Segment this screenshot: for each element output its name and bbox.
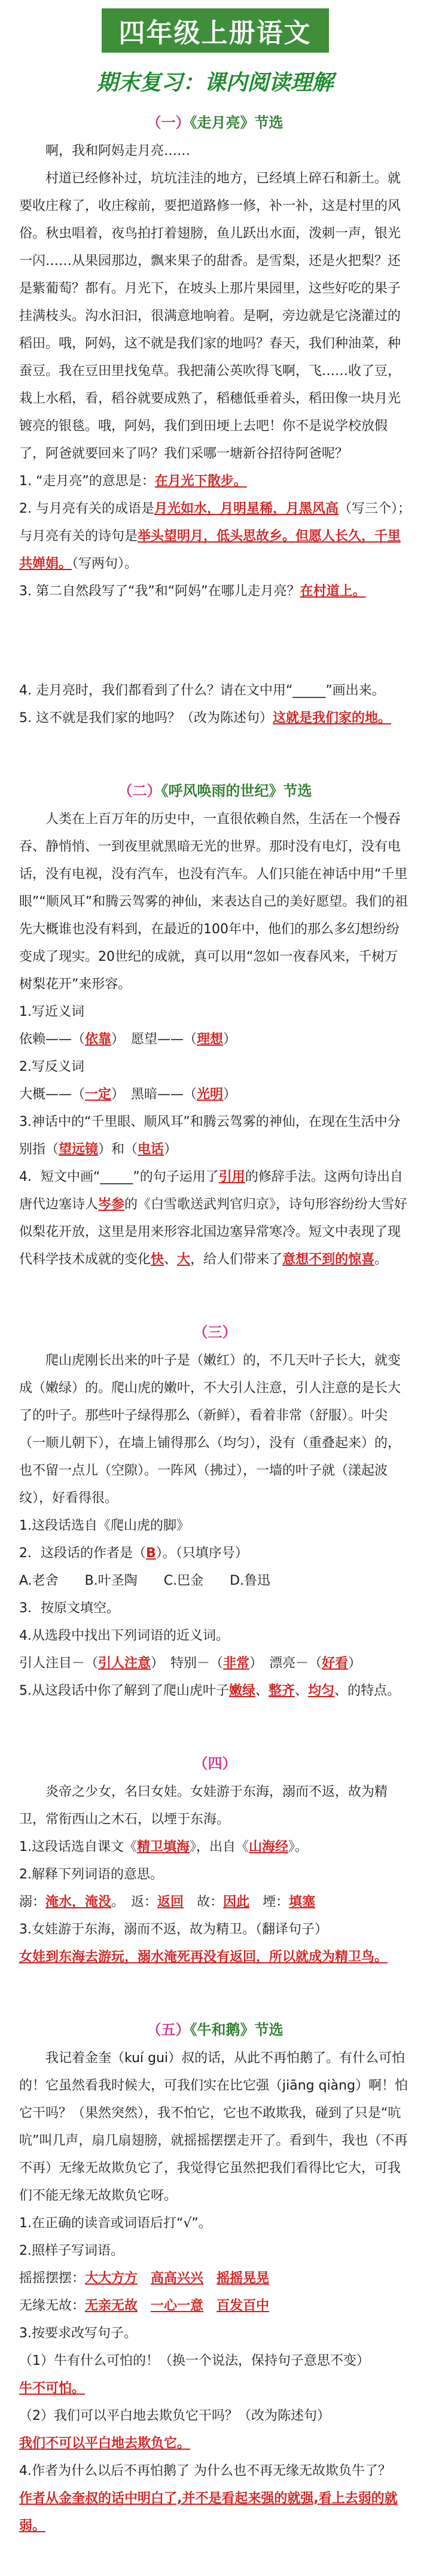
question-text: 2. 与月亮有关的成语是 <box>19 501 154 516</box>
question-text: 3.按要求改写句子。 <box>19 2326 137 2341</box>
question-line <box>19 2292 411 2320</box>
page <box>0 8 430 2534</box>
question-line <box>19 1164 411 1274</box>
question-line <box>19 1650 411 1677</box>
answer-space <box>19 605 411 677</box>
question-line <box>19 1109 411 1164</box>
question-line <box>19 1026 411 1053</box>
section-gap <box>0 2540 430 2576</box>
question-text: ） 愿望——（ <box>111 1032 197 1047</box>
answer-text: 举头望明月，低头思故乡。但愿人长久，千里共婵娟。 <box>19 529 401 571</box>
answer-text: 返回 <box>157 1895 184 1910</box>
question-line <box>19 495 411 578</box>
question-text: A.老舍 B.叶圣陶 C.巴金 D.鲁迅 <box>19 1573 271 1588</box>
question-text: （2）我们可以平白地去欺负它干吗？（改为陈述句） <box>19 2408 330 2423</box>
question-text: 2.照样子写词语。 <box>19 2243 124 2258</box>
question-text: 无缘无故： <box>19 2298 86 2313</box>
question-text <box>138 2298 151 2313</box>
question-line <box>19 1595 411 1622</box>
question-line <box>19 998 411 1026</box>
answer-text: 好看 <box>322 1656 349 1671</box>
question-line <box>19 1512 411 1540</box>
answer-text: 无亲无故 <box>85 2298 138 2313</box>
question-text: 》，出自《 <box>190 1840 249 1855</box>
question-text: 、 <box>255 1683 269 1698</box>
page-subtitle: 期末复习：课内阅读理解 <box>96 71 334 95</box>
question-line <box>19 2237 411 2265</box>
question-text: 5.从这段话中你了解到了爬山虎叶子 <box>19 1683 229 1698</box>
answer-text: 引人注意 <box>98 1656 151 1671</box>
answer-text: 高高兴兴 <box>151 2271 204 2286</box>
question-text: ） <box>164 1142 178 1157</box>
question-line <box>19 677 411 705</box>
question-line <box>19 1861 411 1889</box>
answer-text: 非常 <box>223 1656 250 1671</box>
question-text: （写两句）。 <box>72 556 138 571</box>
question-text: 。 <box>374 1252 388 1267</box>
sections-container <box>0 111 430 2576</box>
passage-paragraph: 爬山虎刚长出来的叶子是（嫩红）的，不几天叶子长大，就变成（嫩绿）的。爬山虎的嫩叶，不大引人注意，引人注意的是长大了的叶子。那些叶子绿得那么（新鲜），看着非常（舒服）。叶尖（一顺儿朝下），在墙上铺得那么（均匀），没有（重叠起来）的，也不留一点儿（空隙）。一阵风（拂过），一墙的叶子就（漾起波纹），好看得很。 <box>19 1353 401 1506</box>
answer-text: 淹水，淹没 <box>45 1895 112 1910</box>
answer-text: 月光如水，月明星稀，月黑风高 <box>154 501 338 516</box>
answer-text: B <box>146 1546 156 1561</box>
passage-paragraph: 炎帝之少女，名曰女娃。女娃游于东海，溺而不返，故为精卫，常衔西山之木石，以堙于东海。 <box>19 1785 388 1827</box>
answer-text: 女娃到东海去游玩，溺水淹死再没有返回，所以就成为精卫鸟。 <box>19 1950 388 1965</box>
question-line <box>19 1053 411 1081</box>
question-text: 4.作者为什么以后不再怕鹅了 为什么也不再无缘无故欺负牛了？ <box>19 2464 391 2478</box>
question-text: 。 返： <box>111 1895 158 1910</box>
question-text: ） 漂亮－（ <box>249 1656 322 1671</box>
answer-text: 山海经 <box>249 1840 289 1855</box>
question-text: ） 特别－（ <box>151 1656 224 1671</box>
answer-text: 牛不可怕。 <box>19 2381 86 2396</box>
section-heading: 《牛和鹅》节选 <box>190 2021 283 2038</box>
question-text: （1）牛有什么可怕的！（换一个说法，保持句子意思不变） <box>19 2353 370 2368</box>
question-text: 5. 这不就是我们家的地吗？（改为陈述句） <box>19 711 273 726</box>
answer-text: 这就是我们家的地。 <box>273 711 392 726</box>
question-text: （写三个）；与月亮有关的诗句是 <box>19 501 411 544</box>
answer-text: 一定 <box>85 1087 112 1102</box>
section-number: （一） <box>147 114 190 131</box>
question-text: 的修辞手法。这两句诗出自唐代边塞诗人 <box>19 1170 403 1212</box>
passage-paragraph: 村道已经修补过，坑坑洼洼的地方，已经填上碎石和新土。就要收庄稼了，收庄稼前，要把道路修一修，补一补，这是村里的风俗。秋虫唱着，夜鸟拍打着翅膀，鱼儿跃出水面，泼刺一声，银光一闪……从果园那边，飘来果子的甜香。是雪梨，还是火把梨？还是紫葡萄？都有。月光下，在坡头上那片果园里，这些好吃的果子挂满枝头。沟水汩汩，很满意地响着。是啊，旁边就是它浇灌过的稻田。哦，阿妈，这不就是我们家的地吗？春天，我们种油菜，种蚕豆。我在豆田里找兔草。我把蒲公英吹得飞啊，飞……收了豆，栽上水稻，看，稻谷就要成熟了，稻穗低垂着头，稻田像一块月光镀亮的银毯。哦，阿妈，我们到田埂上去吧！你不是说学校放假了，阿爸就要回来了吗？我们采哪一塘新谷招待阿爸呢？ <box>19 171 401 461</box>
question-line <box>19 1677 411 1705</box>
answer-text: 因此 <box>223 1895 250 1910</box>
section-content-2 <box>0 806 430 1274</box>
section-heading: 《走月亮》节选 <box>190 114 283 131</box>
section-number: （三） <box>193 1324 237 1341</box>
answer-text: 摇摇晃晃 <box>216 2271 270 2286</box>
question-text: 引人注目－（ <box>19 1656 99 1671</box>
question-text: 大概——（ <box>19 1087 86 1102</box>
question-text: ） <box>223 1032 237 1047</box>
question-text: ） <box>223 1087 237 1102</box>
section-title-2 <box>0 779 430 800</box>
question-text: 4．短文中画“_____”的句子运用了 <box>19 1170 219 1185</box>
question-line <box>19 2347 411 2403</box>
question-text: 、的特点。 <box>334 1683 401 1698</box>
question-text: ）和（ <box>98 1142 138 1157</box>
answer-text: 大大方方 <box>85 2271 138 2286</box>
answer-text: 引用 <box>218 1170 245 1185</box>
question-text: 堙： <box>249 1895 289 1910</box>
question-line <box>19 1567 411 1595</box>
question-line <box>19 2210 411 2237</box>
question-text: 2．这段话的作者是（ <box>19 1546 146 1561</box>
answer-text: 岑参 <box>98 1197 125 1212</box>
section-title-5 <box>0 2018 430 2039</box>
question-text <box>203 2298 216 2313</box>
question-text: 2.写反义词 <box>19 1059 84 1074</box>
question-text: 依赖——（ <box>19 1032 86 1047</box>
question-text: 4.从选段中找出下列词语的近义词。 <box>19 1628 229 1643</box>
answer-text: 精卫填海 <box>137 1840 190 1855</box>
passage-paragraph: 啊，我和阿妈走月亮…… <box>45 144 191 159</box>
question-text: ）。（只填序号） <box>155 1546 248 1561</box>
question-text: ） <box>348 1656 362 1671</box>
section-gap <box>0 1274 430 1310</box>
section-gap <box>0 732 430 768</box>
answer-text: 意想不到的惊喜 <box>282 1252 375 1267</box>
answer-text: 一心一意 <box>151 2298 204 2313</box>
question-text: 、 <box>164 1252 178 1267</box>
section-content-3 <box>0 1347 430 1705</box>
question-text: 》。 <box>288 1840 309 1855</box>
answer-text: 依靠 <box>85 1032 112 1047</box>
answer-text: 填塞 <box>289 1895 316 1910</box>
answer-text: 在月光下散步。 <box>154 474 247 489</box>
answer-text: 百发百中 <box>216 2298 270 2313</box>
question-text: 故： <box>184 1895 224 1910</box>
question-text: ） 黑暗——（ <box>111 1087 197 1102</box>
question-text <box>138 2271 151 2286</box>
question-text: 3.神话中的“千里眼、顺风耳”和腾云驾雾的神仙，在现在生活中分别指（ <box>19 1115 401 1157</box>
section-number: （二） <box>118 782 161 799</box>
question-line <box>19 2458 411 2540</box>
question-text: 、 <box>295 1683 309 1698</box>
answer-text: 大 <box>177 1252 191 1267</box>
question-text: 1.这段话选自课文《 <box>19 1840 137 1855</box>
answer-text: 望远镜 <box>59 1142 99 1157</box>
section-content-1 <box>0 138 430 732</box>
question-line <box>19 468 411 495</box>
question-text: 3.女娃游于东海，溺而不返，故为精卫。（翻译句子） <box>19 1922 328 1937</box>
question-line <box>19 2320 411 2347</box>
question-line <box>19 2403 411 2458</box>
question-text: 1. “走月亮”的意思是： <box>19 474 155 489</box>
answer-text: 均匀 <box>308 1683 335 1698</box>
answer-text: 嫩绿 <box>229 1683 256 1698</box>
section-content-5 <box>0 2045 430 2540</box>
question-text <box>203 2271 216 2286</box>
question-line <box>19 2265 411 2292</box>
question-text: 1.这段话选自《爬山虎的脚》 <box>19 1518 190 1533</box>
question-text: 4. 走月亮时，我们都看到了什么？请在文中用“_____”画出来。 <box>19 683 385 698</box>
section-heading: 《呼风唤雨的世纪》节选 <box>161 782 312 799</box>
question-text: 1.写近义词 <box>19 1004 84 1019</box>
question-text: 1.在正确的读音或词语后打“√”。 <box>19 2216 212 2231</box>
question-text: 2.解释下列词语的意思。 <box>19 1867 163 1882</box>
answer-text: 理想 <box>197 1032 224 1047</box>
question-line <box>19 705 411 732</box>
section-gap <box>0 1705 430 1741</box>
question-line <box>19 1889 411 1916</box>
answer-text: 作者从金奎叔的话中明白了,并不是看起来强的就强,看上去弱的就弱。 <box>19 2491 398 2534</box>
passage-paragraph: 人类在上百万年的历史中，一直很依赖自然，生活在一个慢吞吞、静悄悄、一到夜里就黑暗无光的世界。那时没有电灯，没有电话，没有电视，没有汽车，也没有汽车。人们只能在神话中用“千里眼”“顺风耳”和腾云驾雾的神仙，来表达自己的美好愿望。我们的祖先大概谁也没有料到，在最近的100年中，他们的那么多幻想纷纷变成了现实。20世纪的成就，真可以用“忽如一夜春风来，千树万树梨花开”来形容。 <box>19 812 408 992</box>
subtitle-wrap <box>66 63 365 100</box>
section-title-1 <box>0 111 430 132</box>
section-number: （四） <box>193 1755 237 1772</box>
section-number: （五） <box>147 2021 190 2038</box>
answer-text: 电话 <box>138 1142 164 1157</box>
section-title-3 <box>0 1320 430 1341</box>
answer-text: 光明 <box>197 1087 224 1102</box>
question-text: 3. 第二自然段写了“我”和“阿妈”在哪儿走月亮？ <box>19 584 300 599</box>
section-content-4 <box>0 1779 430 1971</box>
question-text: 的《白雪歌送武判官归京》，诗句形容纷纷大雪好似梨花开放，这里是用来形容北国边塞异常寒冷。短文中表现了现代科学技术成就的变化 <box>19 1197 408 1267</box>
section-gap <box>0 1971 430 2007</box>
page-title: 四年级上册语文 <box>102 8 329 53</box>
question-line <box>19 1944 411 1971</box>
question-text: 溺： <box>19 1895 46 1910</box>
question-line <box>19 1622 411 1650</box>
question-line <box>19 1834 411 1861</box>
question-text: 摇摇摆摆： <box>19 2271 86 2286</box>
answer-text: 我们不可以平白地去欺负它。 <box>19 2436 191 2451</box>
question-line <box>19 1916 411 1944</box>
answer-text: 整齐 <box>269 1683 295 1698</box>
question-line <box>19 1081 411 1109</box>
question-line <box>19 1540 411 1567</box>
answer-text: 快 <box>151 1252 164 1267</box>
question-text: ，给人们带来了 <box>190 1252 283 1267</box>
question-line <box>19 578 411 605</box>
answer-text: 在村道上。 <box>300 584 366 599</box>
section-title-4 <box>0 1752 430 1773</box>
question-text: 3．按原文填空。 <box>19 1601 120 1616</box>
passage-paragraph: 我记着金奎（kuí gui）叔的话，从此不再怕鹅了。有什么可怕的！它虽然看我时候大，可我们实在比它强（jiāng qiàng）啊！怕它干吗？（果然突然），我不怕它，它也不敢欺我，碰到了只是“吭吭”叫几声，扇几扇翅膀，就摇摇摆摆走开了。看到牛，我也（不再不再）无缘无故欺负它了，我觉得它虽然把我们看得比它大，可我们不能无缘无故欺负它呀。 <box>19 2051 408 2203</box>
